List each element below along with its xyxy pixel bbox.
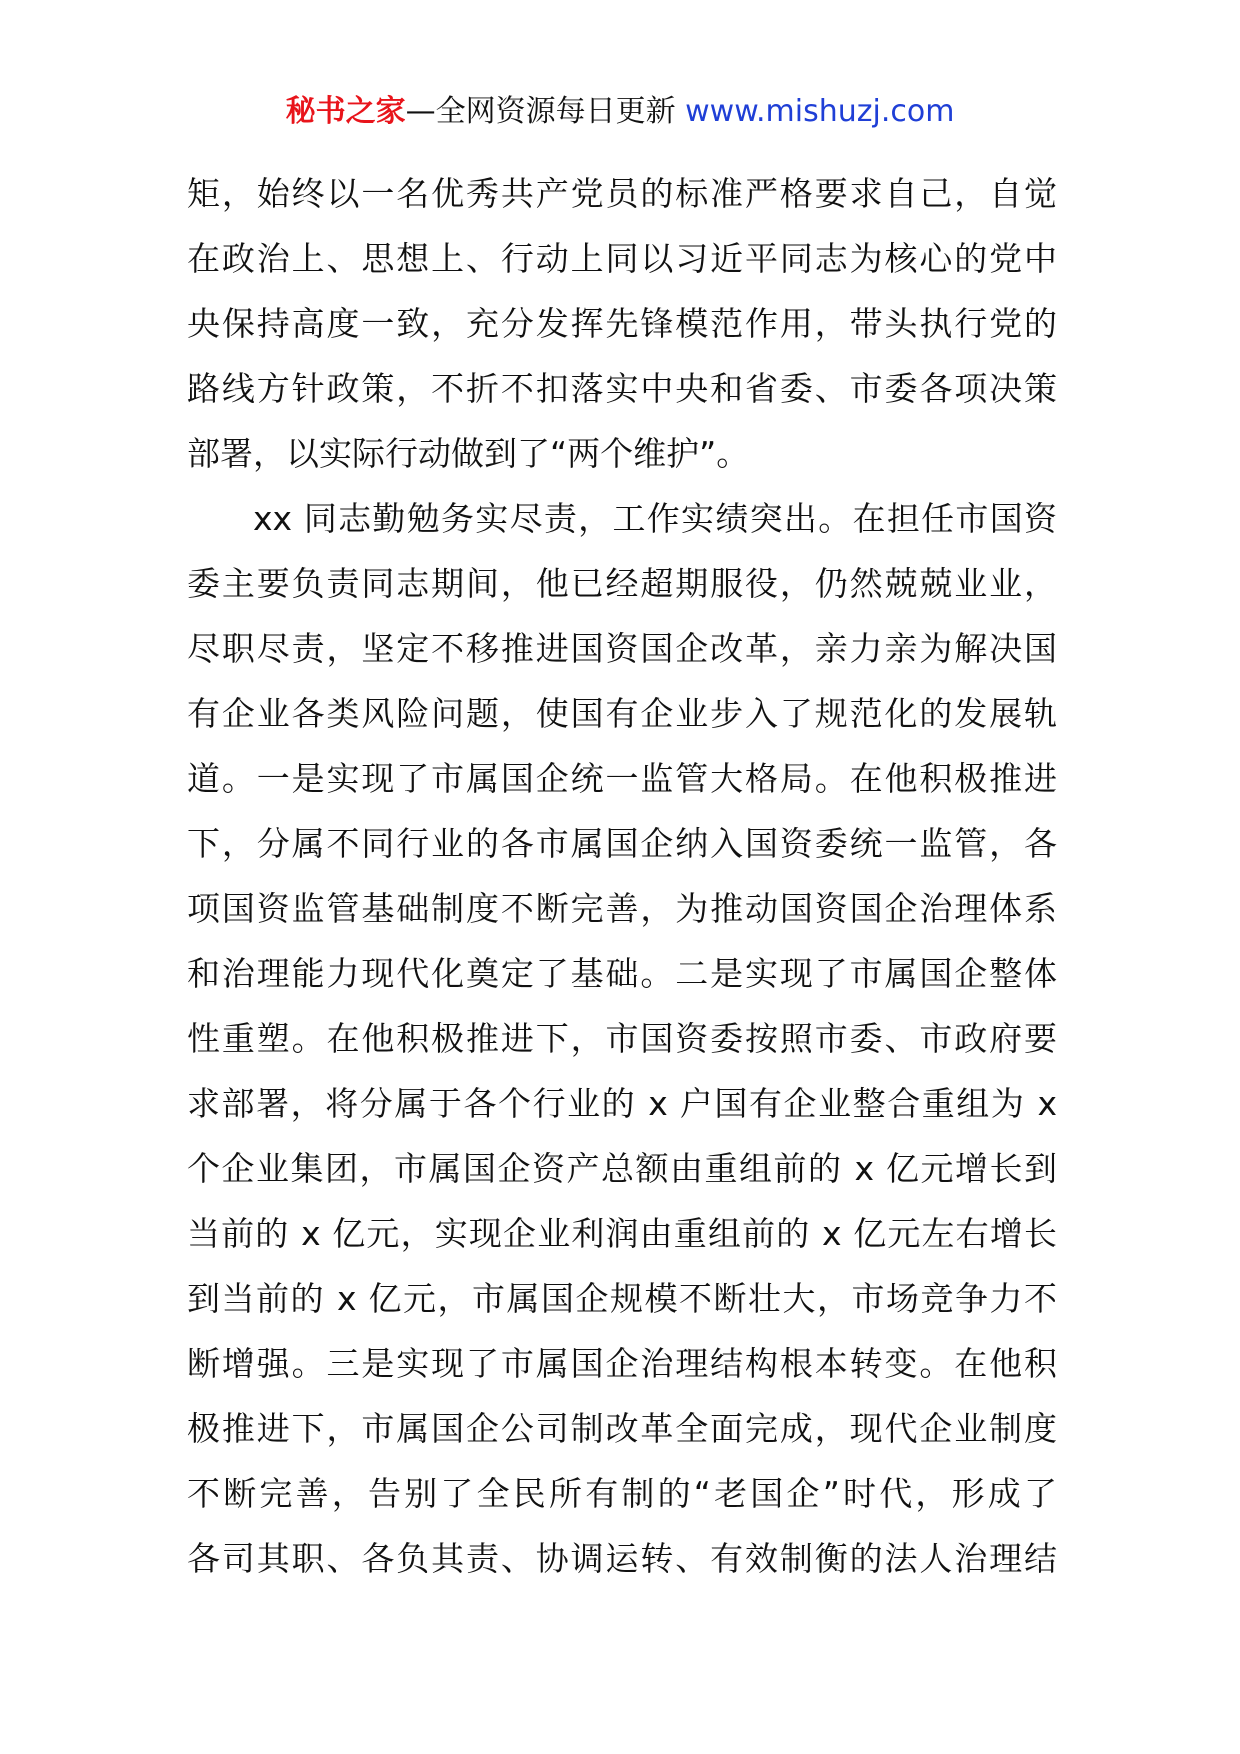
text-line: 不断完善，告别了全民所有制的“老国企”时代，形成了 [187,1474,1057,1513]
document-body [187,161,1057,1591]
text-line: 路线方针政策，不折不扣落实中央和省委、市委各项决策 [187,369,1057,408]
page-header [0,92,1240,132]
text-line: 到当前的 x 亿元，市属国企规模不断壮大，市场竞争力不 [187,1279,1057,1318]
text-line: 尽职尽责，坚定不移推进国资国企改革，亲力亲为解决国 [187,629,1057,668]
text-line: 矩，始终以一名优秀共产党员的标准严格要求自己，自觉 [187,174,1057,213]
text-line: 性重塑。在他积极推进下，市国资委按照市委、市政府要 [187,1019,1057,1058]
text-line: xx 同志勤勉务实尽责，工作实绩突出。在担任市国资 [253,499,1057,538]
website-link[interactable]: www.mishuzj.com [685,94,955,129]
text-line: 和治理能力现代化奠定了基础。二是实现了市属国企整体 [187,954,1057,993]
text-line: 求部署，将分属于各个行业的 x 户国有企业整合重组为 x [187,1084,1057,1123]
brand-name: 秘书之家 [285,94,406,129]
text-line: 个企业集团，市属国企资产总额由重组前的 x 亿元增长到 [187,1149,1057,1188]
text-line: 各司其职、各负其责、协调运转、有效制衡的法人治理结 [187,1539,1057,1578]
text-line: 项国资监管基础制度不断完善，为推动国资国企治理体系 [187,889,1057,928]
text-line: 委主要负责同志期间，他已经超期服役，仍然兢兢业业， [187,564,1057,603]
text-line: 央保持高度一致，充分发挥先锋模范作用，带头执行党的 [187,304,1057,343]
text-line: 部署，以实际行动做到了“两个维护”。 [187,434,750,473]
text-line: 下，分属不同行业的各市属国企纳入国资委统一监管，各 [187,824,1057,863]
text-line: 道。一是实现了市属国企统一监管大格局。在他积极推进 [187,759,1057,798]
text-line: 有企业各类风险问题，使国有企业步入了规范化的发展轨 [187,694,1057,733]
paragraph [187,486,1057,1591]
text-line: 当前的 x 亿元，实现企业利润由重组前的 x 亿元左右增长 [187,1214,1057,1253]
header-tagline: —全网资源每日更新 [405,94,676,129]
text-line: 极推进下，市属国企公司制改革全面完成，现代企业制度 [187,1409,1057,1448]
text-line: 在政治上、思想上、行动上同以习近平同志为核心的党中 [187,239,1057,278]
paragraph [187,161,1057,486]
text-line: 断增强。三是实现了市属国企治理结构根本转变。在他积 [187,1344,1057,1383]
